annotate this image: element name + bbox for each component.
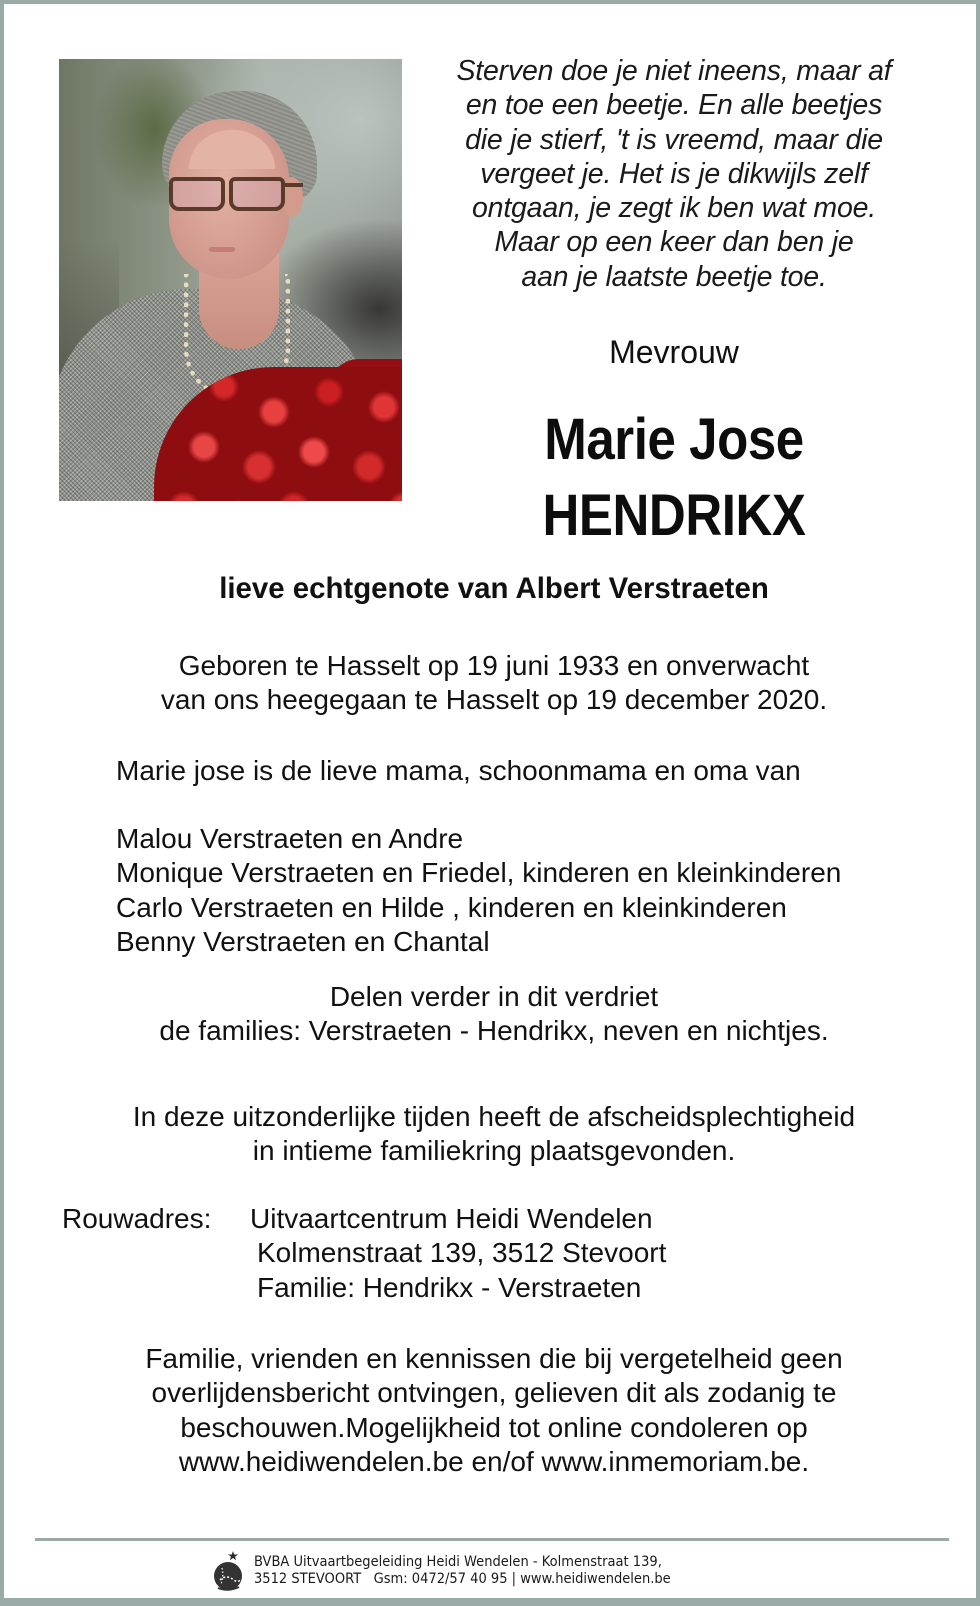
condolence-notice: [34, 1342, 954, 1479]
spouse-line: lieve echtgenote van Albert Verstraeten: [219, 572, 769, 605]
honorific: Mevrouw: [609, 334, 739, 370]
ceremony-line: In deze uitzonderlijke tijden heeft de afscheidsplechtigheid: [132, 1101, 856, 1132]
notice-line: overlijdensbericht ontvingen, gelieven dit als zodanig te: [151, 1377, 837, 1409]
birth-death-details: [34, 649, 954, 718]
deceased-name: [463, 402, 885, 554]
poem-line: aan je laatste beetje toe.: [521, 260, 827, 293]
children-list: [116, 822, 841, 959]
photo-mouth: [209, 247, 235, 252]
address-line: Uitvaartcentrum Heidi Wendelen: [250, 1203, 653, 1234]
notice-line: beschouwen.Mogelijkheid tot online condoleren op: [180, 1411, 808, 1443]
address-lines: [250, 1202, 666, 1305]
poem-line: die je stierf, 't is vreemd, maar die: [465, 123, 883, 156]
notice-line: www.heidiwendelen.be en/of www.inmemoriam.be.: [178, 1445, 810, 1477]
memorial-poem: [414, 54, 934, 294]
footer-line-2: 3512 STEVOORT Gsm: 0472/57 40 95 | www.heidiwendelen.be: [254, 1571, 671, 1587]
photo-glasses: [169, 177, 297, 207]
address-label: Rouwadres:: [62, 1203, 212, 1234]
deceased-first-names: Marie Jose: [544, 407, 804, 472]
share-grief-line: Delen verder in dit verdriet: [329, 981, 659, 1012]
child-entry: Benny Verstraeten en Chantal: [116, 925, 490, 957]
poem-line: Sterven doe je niet ineens, maar af: [456, 55, 892, 87]
share-grief-line: de families: Verstraeten - Hendrikx, neven en nichtjes.: [159, 1015, 829, 1047]
poem-line: ontgaan, je zegt ik ben wat moe.: [472, 192, 876, 225]
globe-star-logo-icon: [212, 1550, 246, 1592]
family-intro: Marie jose is de lieve mama, schoonmama en oma van: [116, 755, 801, 786]
deceased-last-name: HENDRIKX: [542, 483, 806, 548]
address-line: Kolmenstraat 139, 3512 Stevoort: [257, 1237, 667, 1269]
obituary-card: [4, 4, 976, 1598]
poem-line: en toe een beetje. En alle beetjes: [465, 89, 883, 122]
notice-line: Familie, vrienden en kennissen die bij vergetelheid geen: [145, 1343, 843, 1374]
poem-line: vergeet je. Het is je dikwijls zelf: [480, 157, 868, 190]
death-line: van ons heegegaan te Hasselt op 19 december 2020.: [160, 684, 828, 716]
photo-hairline: [177, 119, 287, 169]
child-entry: Carlo Verstraeten en Hilde , kinderen en kleinkinderen: [116, 891, 787, 923]
funeral-home-footer: [212, 1549, 717, 1593]
footer-text: [254, 1554, 671, 1588]
portrait-photo: [59, 59, 402, 501]
birth-line: Geboren te Hasselt op 19 juni 1933 en onverwacht: [178, 650, 810, 681]
ceremony-line: in intieme familiekring plaatsgevonden.: [252, 1135, 736, 1167]
footer-line-1: BVBA Uitvaartbegeleiding Heidi Wendelen - Kolmenstraat 139,: [254, 1554, 662, 1570]
footer-divider: [35, 1538, 949, 1541]
address-line: Familie: Hendrikx - Verstraeten: [257, 1271, 642, 1303]
poem-line: Maar op een keer dan ben je: [494, 226, 854, 259]
child-entry: Monique Verstraeten en Friedel, kinderen en kleinkinderen: [116, 857, 842, 889]
child-entry: Malou Verstraeten en Andre: [116, 823, 464, 854]
ceremony-text: [34, 1100, 954, 1169]
share-grief-text: [34, 980, 954, 1049]
